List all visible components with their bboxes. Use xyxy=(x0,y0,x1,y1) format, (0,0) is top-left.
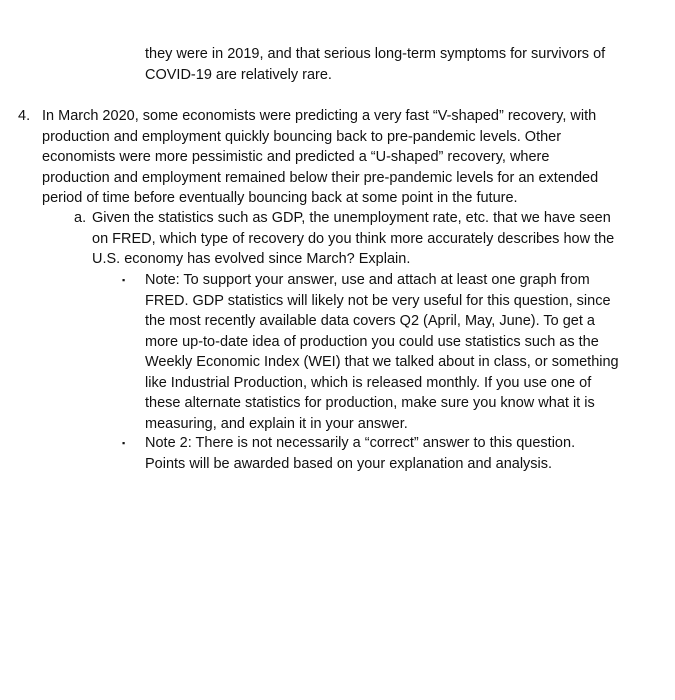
bullet-note-1 xyxy=(145,270,660,434)
sub-question-a-text xyxy=(92,208,660,270)
paragraph-line: Given the statistics such as GDP, the unemployment rate, etc. that we have seen xyxy=(92,210,611,226)
paragraph-line: Points will be awarded based on your explanation and analysis. xyxy=(145,455,553,472)
paragraph-line: Weekly Economic Index (WEI) that we talked about in class, or something xyxy=(145,354,619,370)
paragraph-line: economists were more pessimistic and predicted a “U-shaped” recovery, where xyxy=(42,149,550,165)
paragraph-line: they were in 2019, and that serious long-term symptoms for survivors of xyxy=(145,46,606,62)
paragraph-line: Note: To support your answer, use and attach at least one graph from xyxy=(145,272,590,288)
continuation-paragraph xyxy=(145,44,655,85)
paragraph-line: FRED. GDP statistics will likely not be very useful for this question, since xyxy=(145,292,611,309)
sub-question-letter: a. xyxy=(74,210,87,226)
paragraph-line: period of time before eventually bouncing back at some point in the future. xyxy=(42,190,518,206)
question-4-text xyxy=(42,106,662,209)
bullet-note-2 xyxy=(145,433,660,474)
paragraph-line: production and employment quickly bouncing back to pre-pandemic levels. Other xyxy=(42,128,562,145)
paragraph-line: U.S. economy has evolved since March? Explain. xyxy=(92,251,411,267)
question-number: 4. xyxy=(18,108,31,124)
paragraph-line: more up-to-date idea of production you could use statistics such as the xyxy=(145,333,599,350)
paragraph-line: COVID-19 are relatively rare. xyxy=(145,66,332,83)
paragraph-line: the most recently available data covers Q2 (April, May, June). To get a xyxy=(145,313,595,329)
bullet-square-icon: ▪ xyxy=(122,275,126,285)
paragraph-line: like Industrial Production, which is released monthly. If you use one of xyxy=(145,374,592,391)
paragraph-line: In March 2020, some economists were predicting a very fast “V-shaped” recovery, with xyxy=(42,108,597,124)
paragraph-line: on FRED, which type of recovery do you think more accurately describes how the xyxy=(92,230,615,247)
paragraph-line: production and employment remained below their pre-pandemic levels for an extended xyxy=(42,169,599,186)
paragraph-line: Note 2: There is not necessarily a “correct” answer to this question. xyxy=(145,435,576,451)
bullet-square-icon: ▪ xyxy=(122,438,126,448)
paragraph-line: measuring, and explain it in your answer. xyxy=(145,415,408,432)
paragraph-line: these alternate statistics for production, make sure you know what it is xyxy=(145,395,595,411)
